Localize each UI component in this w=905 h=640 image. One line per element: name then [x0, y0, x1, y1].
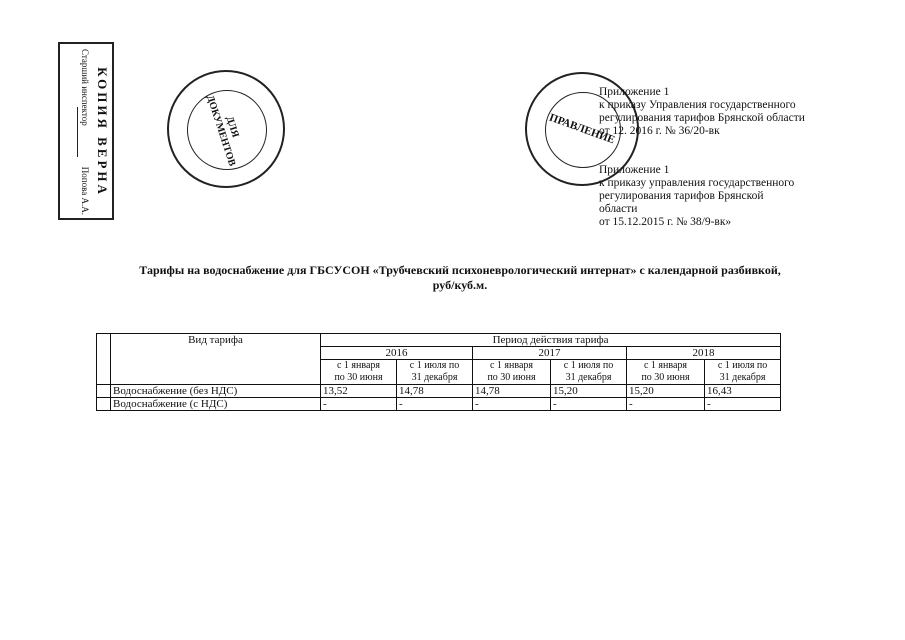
- header-half-line: с 1 января: [336, 360, 381, 371]
- tariff-value: -: [321, 398, 397, 411]
- row-marker-header: [97, 334, 111, 385]
- approval-block-2: [599, 164, 794, 229]
- round-seal-left: [167, 70, 285, 188]
- tariff-value: 14,78: [397, 385, 473, 398]
- header-half: [321, 360, 397, 385]
- row-name: Водоснабжение (без НДС): [111, 385, 321, 398]
- approval-2-line: к приказу управления государственного: [599, 177, 795, 189]
- table-row: [97, 385, 781, 398]
- approval-2-line: Приложение 1: [599, 164, 670, 176]
- tariff-value: -: [473, 398, 551, 411]
- copy-stamp-name: Попова А.А.: [80, 166, 90, 215]
- approval-1-line: Приложение 1: [599, 86, 670, 98]
- header-half: [473, 360, 551, 385]
- copy-stamp-signature-line: [77, 107, 78, 157]
- seal-left-center-text: ДЛЯ ДОКУМЕНТОВ: [204, 93, 241, 168]
- tariff-value: -: [705, 398, 781, 411]
- header-half-line: по 30 июня: [641, 372, 690, 383]
- tariff-table: [96, 333, 781, 411]
- tariff-value: -: [551, 398, 627, 411]
- document-title-line-1: Тарифы на водоснабжение для ГБСУСОН «Трубчевский психоневрологический интернат» с календарной разбивкой,: [139, 263, 781, 277]
- header-half-line: с 1 июля по: [409, 360, 460, 371]
- header-tariff-type: Вид тарифа: [111, 334, 321, 385]
- header-period: Период действия тарифа: [321, 334, 781, 347]
- table-row: [97, 398, 781, 411]
- document-title-line-2: руб/куб.м.: [432, 278, 488, 292]
- header-year: 2018: [627, 347, 781, 360]
- header-half: [705, 360, 781, 385]
- tariff-value: 13,52: [321, 385, 397, 398]
- header-half-line: с 1 июля по: [563, 360, 614, 371]
- row-name: Водоснабжение (с НДС): [111, 398, 321, 411]
- approval-1-line: от 12. 2016 г. № 36/20-вк: [599, 125, 720, 137]
- tariff-value: -: [397, 398, 473, 411]
- approval-block-1: [599, 86, 805, 138]
- header-half-line: 31 декабря: [411, 372, 458, 383]
- header-half-line: с 1 января: [489, 360, 534, 371]
- header-half: [397, 360, 473, 385]
- approval-2-line: регулирования тарифов Брянской: [599, 190, 764, 202]
- approval-1-line: к приказу Управления государственного: [599, 99, 796, 111]
- table-header-row: [97, 334, 781, 347]
- header-half-line: с 1 июля по: [717, 360, 768, 371]
- header-half-line: по 30 июня: [487, 372, 536, 383]
- header-half: [627, 360, 705, 385]
- seal-right-center-text: ПРАВЛЕНИЕ: [547, 111, 617, 147]
- tariff-value: 14,78: [473, 385, 551, 398]
- tariff-value: -: [627, 398, 705, 411]
- header-half-line: 31 декабря: [719, 372, 766, 383]
- row-marker: [97, 385, 111, 398]
- copy-stamp-position: Старший инспектор: [80, 49, 90, 126]
- copy-stamp-title: КОПИЯ ВЕРНА: [95, 67, 110, 197]
- tariff-value: 15,20: [627, 385, 705, 398]
- header-half-line: 31 декабря: [565, 372, 612, 383]
- tariff-value: 16,43: [705, 385, 781, 398]
- copy-certified-stamp: [58, 42, 114, 220]
- approval-2-line: области: [599, 203, 638, 215]
- header-half: [551, 360, 627, 385]
- approval-1-line: регулирования тарифов Брянской области: [599, 112, 805, 124]
- tariff-value: 15,20: [551, 385, 627, 398]
- row-marker: [97, 398, 111, 411]
- header-half-line: по 30 июня: [334, 372, 383, 383]
- header-half-line: с 1 января: [643, 360, 688, 371]
- approval-2-line: от 15.12.2015 г. № 38/9-вк»: [599, 216, 732, 228]
- copy-stamp-content: [61, 45, 111, 217]
- header-year: 2016: [321, 347, 473, 360]
- document-title: [120, 263, 800, 293]
- header-year: 2017: [473, 347, 627, 360]
